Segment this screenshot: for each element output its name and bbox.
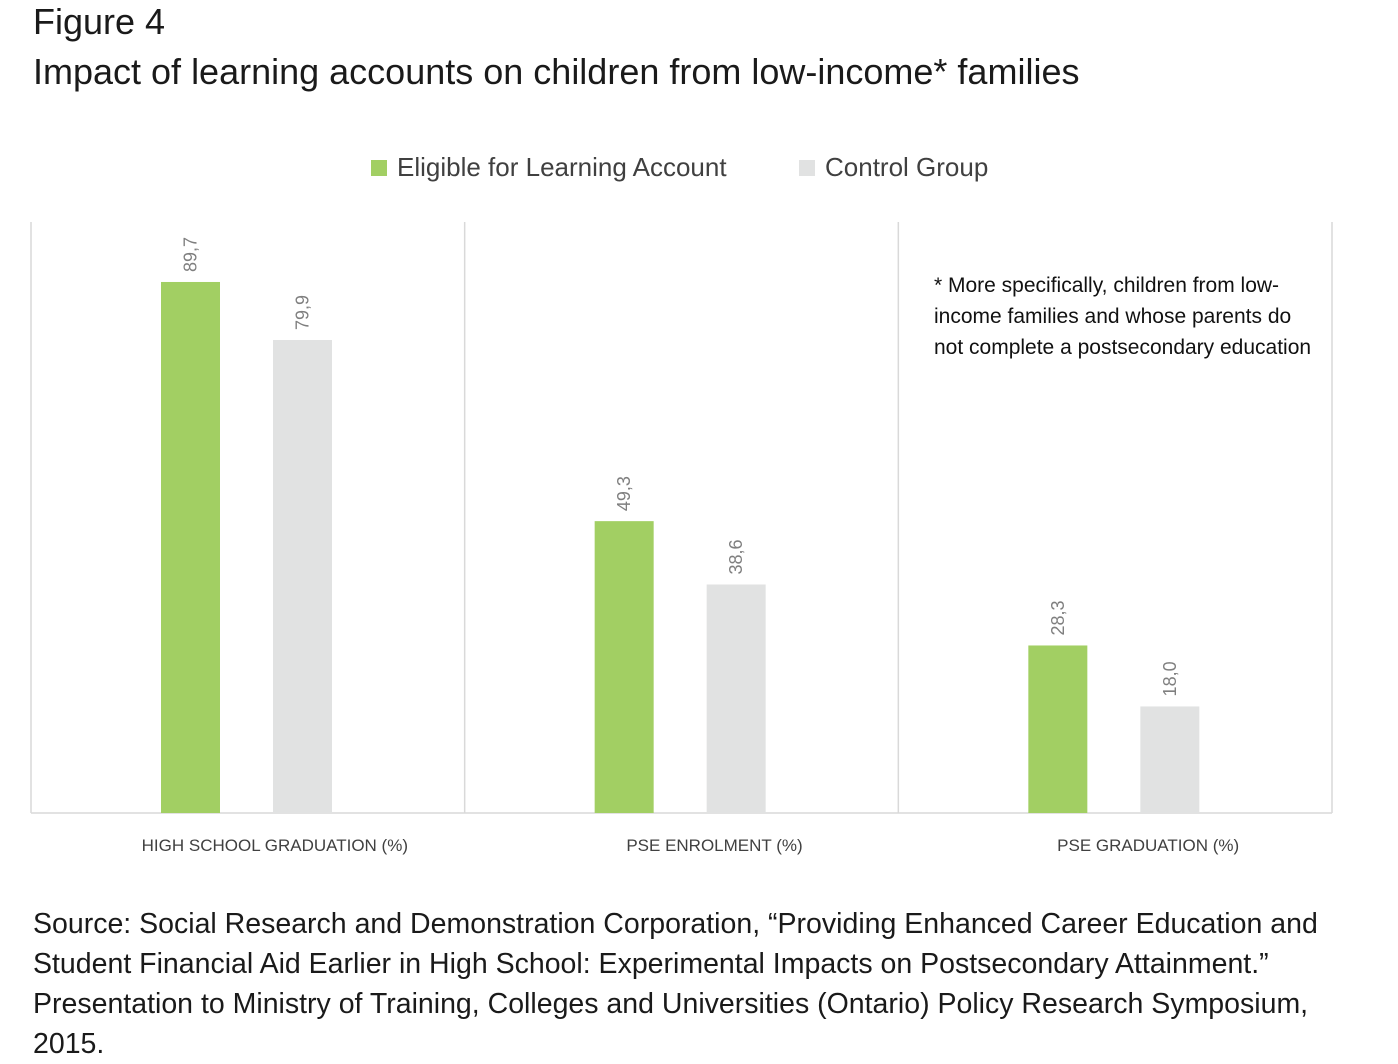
value-label-control-0: 79,9 [292, 294, 313, 330]
chart-title: Impact of learning accounts on children from low-income* families [33, 51, 1080, 92]
value-label-eligible-2: 28,3 [1047, 600, 1068, 636]
bar-control-2 [1140, 706, 1199, 813]
footnote-annotation: * More specifically, children from low-income families and whose parents do not complete a postsecondary education [934, 274, 1312, 359]
bar-eligible-1 [595, 521, 654, 813]
bar-control-1 [707, 584, 766, 813]
legend-label-eligible: Eligible for Learning Account [397, 152, 727, 182]
value-label-control-1: 38,6 [726, 539, 747, 575]
bar-eligible-0 [161, 282, 220, 813]
category-label-1: PSE ENROLMENT (%) [626, 836, 803, 855]
figure-label: Figure 4 [33, 1, 166, 42]
value-label-control-2: 18,0 [1159, 661, 1180, 697]
category-label-0: HIGH SCHOOL GRADUATION (%) [141, 836, 409, 855]
legend-label-control: Control Group [825, 152, 989, 182]
category-label-2: PSE GRADUATION (%) [1057, 836, 1240, 855]
value-label-eligible-0: 89,7 [180, 236, 201, 272]
source-citation: Source: Social Research and Demonstration Corporation, “Providing Enhanced Career Education and Student Financial Aid Earlier in High School: Experimental Impacts on Postsecondary Attainment.” Presentation to Ministry of Training, Colleges and Universities (Ontario) Policy Research Symposium, 2015. [33, 908, 1318, 1060]
bar-control-0 [273, 340, 332, 813]
value-label-eligible-1: 49,3 [614, 476, 635, 512]
bar-eligible-2 [1028, 645, 1087, 813]
